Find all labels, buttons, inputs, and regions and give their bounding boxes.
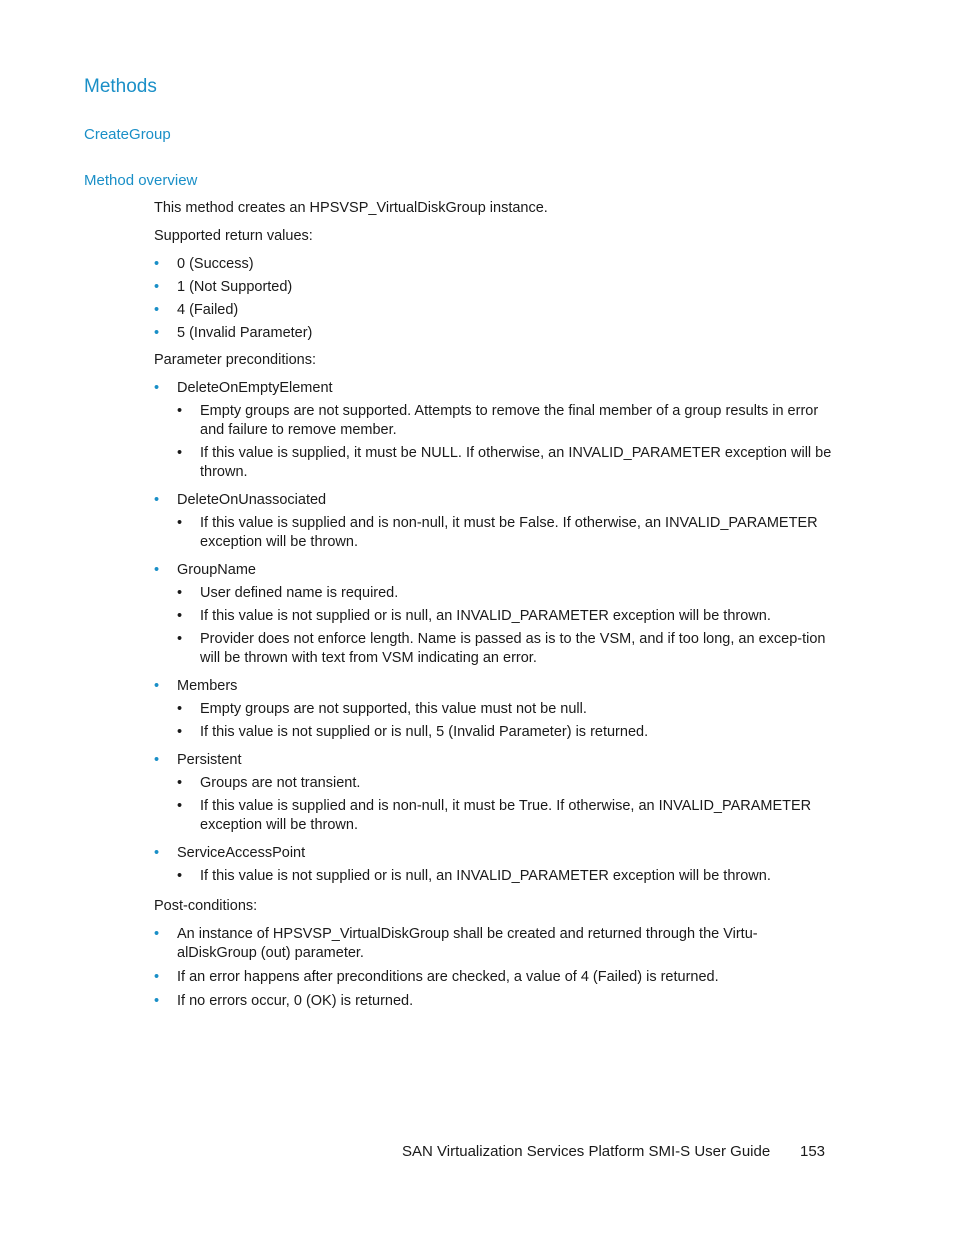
precondition-item <box>154 561 834 668</box>
precondition-item <box>154 751 834 835</box>
precondition-detail-item <box>177 723 834 742</box>
bullet-icon: • <box>154 256 160 272</box>
sub-bullet-icon: • <box>177 775 183 791</box>
sub-bullet-icon: • <box>177 445 183 461</box>
bullet-icon: • <box>154 325 160 341</box>
preconditions-list <box>154 379 834 886</box>
bullet-icon: • <box>154 678 160 694</box>
body-content <box>154 199 834 1016</box>
return-value-item-text: 0 (Success) <box>177 256 254 272</box>
return-value-item-text: 1 (Not Supported) <box>177 279 293 295</box>
postcondition-item-text: An instance of HPSVSP_VirtualDiskGroup shall be created and returned through the Virtu-alDiskGroup (out) parameter. <box>177 926 758 961</box>
sub-bullet-icon: • <box>177 701 183 717</box>
precondition-detail-item-text: If this value is not supplied or is null, an INVALID_PARAMETER exception will be thrown. <box>200 868 771 884</box>
precondition-item-text: ServiceAccessPoint <box>177 845 306 861</box>
precondition-item <box>154 677 834 742</box>
bullet-icon: • <box>154 380 160 396</box>
method-heading-creategroup: CreateGroup <box>84 126 171 143</box>
precondition-detail-item <box>177 444 834 482</box>
return-values-list <box>154 255 834 343</box>
sub-bullet-icon: • <box>177 798 183 814</box>
precondition-detail-item-text: If this value is supplied and is non-null, it must be True. If otherwise, an INVALID_PARAMETER exception will be thrown. <box>200 798 812 833</box>
precondition-detail-item-text: If this value is supplied and is non-null, it must be False. If otherwise, an INVALID_PARAMETER exception will be thrown. <box>200 515 818 550</box>
postcondition-item-text: If an error happens after preconditions are checked, a value of 4 (Failed) is returned. <box>177 969 719 985</box>
precondition-sublist <box>177 700 834 742</box>
subheading-method-overview: Method overview <box>84 172 198 189</box>
return-value-item <box>154 255 834 274</box>
return-value-item <box>154 278 834 297</box>
postcondition-item-text: If no errors occur, 0 (OK) is returned. <box>177 993 414 1009</box>
postcondition-item <box>154 925 834 963</box>
bullet-icon: • <box>154 492 160 508</box>
bullet-icon: • <box>154 302 160 318</box>
footer-title: SAN Virtualization Services Platform SMI-S User Guide <box>402 1143 771 1160</box>
precondition-detail-item-text: If this value is not supplied or is null, an INVALID_PARAMETER exception will be thrown. <box>200 608 771 624</box>
postcondition-item <box>154 968 834 987</box>
precondition-sublist <box>177 867 834 886</box>
precondition-detail-item <box>177 774 834 793</box>
precondition-sublist <box>177 514 834 552</box>
return-value-item-text: 4 (Failed) <box>177 302 239 318</box>
sub-bullet-icon: • <box>177 724 183 740</box>
section-heading-methods: Methods <box>84 76 157 97</box>
sub-bullet-icon: • <box>177 631 183 647</box>
precondition-detail-item <box>177 607 834 626</box>
preconditions-label: Parameter preconditions: <box>154 352 316 368</box>
bullet-icon: • <box>154 279 160 295</box>
precondition-item-text: GroupName <box>177 562 256 578</box>
precondition-item <box>154 379 834 482</box>
precondition-detail-item-text: If this value is not supplied or is null, 5 (Invalid Parameter) is returned. <box>200 724 649 740</box>
postcondition-item <box>154 992 834 1011</box>
intro-paragraph: This method creates an HPSVSP_VirtualDiskGroup instance. <box>154 200 548 216</box>
precondition-sublist <box>177 774 834 835</box>
precondition-detail-item <box>177 630 834 668</box>
precondition-detail-item <box>177 584 834 603</box>
sub-bullet-icon: • <box>177 403 183 419</box>
postconditions-label: Post-conditions: <box>154 898 258 914</box>
precondition-detail-item-text: Provider does not enforce length. Name is passed as is to the VSM, and if too long, an excep-tion will be thrown with text from VSM indicating an error. <box>200 631 826 666</box>
precondition-detail-item-text: Empty groups are not supported. Attempts to remove the final member of a group results in error and failure to remove member. <box>200 403 819 438</box>
sub-bullet-icon: • <box>177 608 183 624</box>
precondition-sublist <box>177 584 834 668</box>
return-value-item <box>154 301 834 320</box>
precondition-item <box>154 844 834 886</box>
return-values-label: Supported return values: <box>154 228 313 244</box>
precondition-sublist <box>177 402 834 482</box>
precondition-item-text: Members <box>177 678 238 694</box>
page-number: 153 <box>800 1143 826 1160</box>
precondition-item-text: DeleteOnUnassociated <box>177 492 327 508</box>
precondition-detail-item-text: If this value is supplied, it must be NULL. If otherwise, an INVALID_PARAMETER exception will be thrown. <box>200 445 832 480</box>
bullet-icon: • <box>154 926 160 942</box>
precondition-detail-item <box>177 867 834 886</box>
bullet-icon: • <box>154 969 160 985</box>
bullet-icon: • <box>154 562 160 578</box>
bullet-icon: • <box>154 845 160 861</box>
precondition-detail-item <box>177 402 834 440</box>
sub-bullet-icon: • <box>177 515 183 531</box>
precondition-detail-item-text: User defined name is required. <box>200 585 399 601</box>
precondition-detail-item-text: Empty groups are not supported, this value must not be null. <box>200 701 587 717</box>
precondition-detail-item-text: Groups are not transient. <box>200 775 361 791</box>
postconditions-list <box>154 925 834 1011</box>
return-value-item <box>154 324 834 343</box>
bullet-icon: • <box>154 993 160 1009</box>
precondition-item-text: Persistent <box>177 752 242 768</box>
sub-bullet-icon: • <box>177 868 183 884</box>
sub-bullet-icon: • <box>177 585 183 601</box>
return-value-item-text: 5 (Invalid Parameter) <box>177 325 313 341</box>
bullet-icon: • <box>154 752 160 768</box>
precondition-item <box>154 491 834 552</box>
precondition-detail-item <box>177 797 834 835</box>
precondition-detail-item <box>177 514 834 552</box>
precondition-detail-item <box>177 700 834 719</box>
precondition-item-text: DeleteOnEmptyElement <box>177 380 333 396</box>
